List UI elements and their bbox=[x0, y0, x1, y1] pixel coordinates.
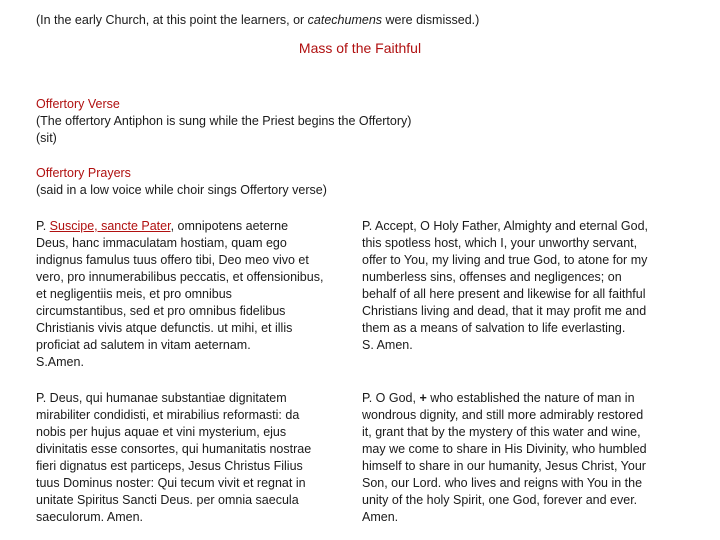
offertory-prayers-heading: Offertory Prayers bbox=[36, 166, 131, 180]
offertory-verse-heading: Offertory Verse bbox=[36, 97, 120, 111]
latin-line: indignus famulus tuus offero tibi, Deo meo vivo et bbox=[36, 253, 309, 267]
english-line: them as a means of salvation to life everlasting. bbox=[362, 321, 626, 335]
english-line: Christians living and dead, that it may profit me and bbox=[362, 304, 647, 318]
english-line: this spotless host, which I, your unworthy servant, bbox=[362, 236, 638, 250]
latin-line: et negligentiis meis, et pro omnibus bbox=[36, 287, 232, 301]
english-line: himself to share in our humanity, Jesus Christ, Your bbox=[362, 459, 646, 473]
english-line: offer to You, my living and true God, to atone for my bbox=[362, 253, 648, 267]
english-line bbox=[362, 390, 690, 407]
offertory-prayers-block bbox=[36, 165, 696, 199]
latin-line: vero, pro innumerabilibus peccatis, et offensionibus, bbox=[36, 270, 324, 284]
english-line-rest: who established the nature of man in bbox=[426, 391, 635, 405]
latin-line: tuus Dominus noster: Qui tecum vivit et regnat in bbox=[36, 476, 306, 490]
latin-line: P. Deus, qui humanae substantiae dignitatem bbox=[36, 391, 287, 405]
latin-line: nobis per hujus aquae et vini mysterium, ejus bbox=[36, 425, 287, 439]
offertory-verse-line: (sit) bbox=[36, 131, 57, 145]
english-line: behalf of all here present and likewise for all faithful bbox=[362, 287, 646, 301]
latin-line: S.Amen. bbox=[36, 355, 84, 369]
latin-prayer-deus bbox=[36, 390, 358, 526]
latin-line: circumstantibus, sed et pro omnibus fidelibus bbox=[36, 304, 286, 318]
cross-icon: + bbox=[419, 391, 427, 405]
english-line: may we come to share in His Divinity, who humbled bbox=[362, 442, 647, 456]
section-title: Mass of the Faithful bbox=[298, 40, 422, 56]
english-prayer-o-god bbox=[362, 390, 690, 526]
english-line: Son, our Lord. who lives and reigns with You in the bbox=[362, 476, 643, 490]
note-text-end: were dismissed.) bbox=[382, 13, 480, 27]
english-line: wondrous dignity, and still more admirably restored bbox=[362, 408, 644, 422]
english-line: numberless sins, offenses and negligences; on bbox=[362, 270, 622, 284]
latin-line: mirabiliter condidisti, et mirabilius reformasti: da bbox=[36, 408, 300, 422]
english-line: P. Accept, O Holy Father, Almighty and eternal God, bbox=[362, 219, 649, 233]
latin-line: fieri dignatus est particeps, Jesus Christus Filius bbox=[36, 459, 303, 473]
latin-line bbox=[36, 218, 358, 235]
note-italic-term: catechumens bbox=[307, 13, 383, 27]
offertory-verse-line: (The offertory Antiphon is sung while the Priest begins the Offertory) bbox=[36, 114, 412, 128]
english-line: it, grant that by the mystery of this water and wine, bbox=[362, 425, 641, 439]
english-line: unity of the holy Spirit, one God, forever and ever. bbox=[362, 493, 638, 507]
offertory-verse-block bbox=[36, 96, 696, 147]
english-prayer-accept bbox=[362, 218, 690, 354]
latin-line: unitate Spiritus Sancti Deus. per omnia saecula bbox=[36, 493, 299, 507]
offertory-prayers-line: (said in a low voice while choir sings Offertory verse) bbox=[36, 183, 327, 197]
english-line: S. Amen. bbox=[362, 338, 413, 352]
latin-line: Christianis vivis atque defunctis. ut mihi, et illis bbox=[36, 321, 293, 335]
latin-line: saeculorum. Amen. bbox=[36, 510, 143, 524]
english-line: Amen. bbox=[362, 510, 399, 524]
latin-line-rest: , omnipotens aeterne bbox=[170, 219, 289, 233]
latin-prefix: P. bbox=[36, 219, 50, 233]
latin-incipit-link[interactable]: Suscipe, sancte Pater bbox=[49, 219, 171, 233]
latin-line: divinitatis esse consortes, qui humanitatis nostrae bbox=[36, 442, 312, 456]
rubric-note bbox=[36, 12, 696, 29]
note-text-start: (In the early Church, at this point the learners, or bbox=[36, 13, 308, 27]
latin-line: proficiat ad salutem in vitam aeternam. bbox=[36, 338, 251, 352]
latin-prayer-suscipe bbox=[36, 218, 358, 371]
english-prefix: P. O God, bbox=[362, 391, 420, 405]
latin-line: Deus, hanc immaculatam hostiam, quam ego bbox=[36, 236, 287, 250]
